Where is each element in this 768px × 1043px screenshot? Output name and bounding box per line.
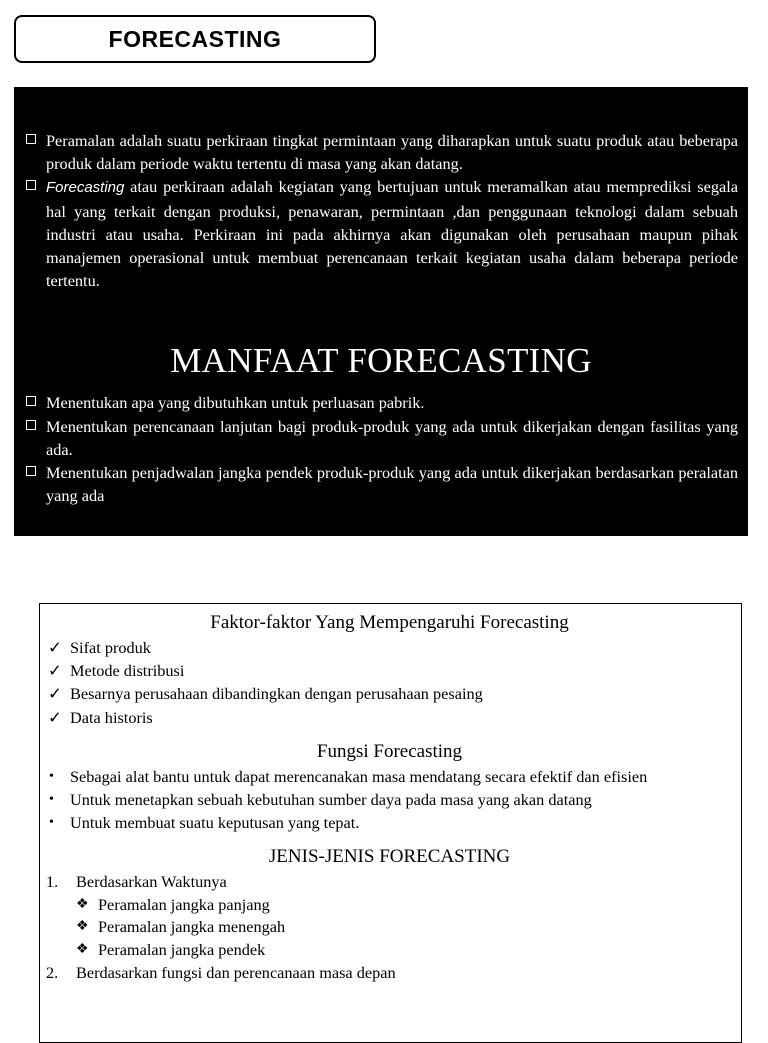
black-panel xyxy=(14,87,748,536)
fungsi-list xyxy=(46,765,733,835)
faktor-item xyxy=(46,659,733,682)
fungsi-title: Fungsi Forecasting xyxy=(316,740,463,762)
manfaat-item xyxy=(24,461,738,507)
hollow-square-bullet-icon xyxy=(26,396,36,406)
hollow-square-bullet-icon xyxy=(26,420,36,430)
fungsi-item-text: Untuk menetapkan sebuah kebutuhan sumber daya pada masa yang akan datang xyxy=(70,790,592,810)
manfaat-item-text: Menentukan apa yang dibutuhkan untuk perluasan pabrik. xyxy=(46,393,425,413)
jenis-group-number: 2. xyxy=(46,963,59,983)
jenis-group xyxy=(46,961,733,984)
manfaat-list xyxy=(24,391,738,507)
intro-item-text: atau perkiraan adalah kegiatan yang bertujuan untuk meramalkan atau memprediksi segala hal yang terkait dengan produksi, penawaran, permintaan ,dan penggunaan teknologi dalam sebuah industri atau usaha. Perkiraan ini pada akhirnya akan digunakan oleh perusahaan maupun pihak manajemen operasional untuk membuat perencanaan terkait kegiatan usaha dalam beberapa periode tertentu. xyxy=(46,177,738,291)
intro-item-term: Forecasting xyxy=(46,179,125,197)
fungsi-item xyxy=(46,765,733,788)
jenis-title: JENIS-JENIS FORECASTING xyxy=(268,846,511,868)
faktor-item-text: Sifat produk xyxy=(70,638,151,657)
checkmark-icon: ✓ xyxy=(48,684,62,704)
jenis-subitem-text: Peramalan jangka menengah xyxy=(98,917,286,937)
manfaat-item-text: Menentukan perencanaan lanjutan bagi produk-produk yang ada untuk dikerjakan dengan fasilitas yang ada. xyxy=(46,416,738,459)
intro-item xyxy=(24,175,738,292)
fungsi-item xyxy=(46,788,733,811)
faktor-item-text: Metode distribusi xyxy=(70,661,185,681)
manfaat-title: MANFAAT FORECASTING xyxy=(170,341,592,381)
faktor-item xyxy=(46,636,733,659)
jenis-subitem xyxy=(76,916,733,939)
manfaat-item xyxy=(24,415,738,461)
hollow-square-bullet-icon xyxy=(26,466,36,476)
intro-item-text: Peramalan adalah suatu perkiraan tingkat permintaan yang diharapkan untuk suatu produk atau beberapa produk dalam periode waktu tertentu di masa yang akan datang. xyxy=(46,131,738,174)
hollow-square-bullet-icon xyxy=(26,180,36,190)
manfaat-item xyxy=(24,391,738,414)
jenis-group-label: Berdasarkan fungsi dan perencanaan masa depan xyxy=(76,963,396,983)
jenis-group-number: 1. xyxy=(46,872,59,892)
fungsi-item xyxy=(46,811,733,834)
fungsi-item-text: Untuk membuat suatu keputusan yang tepat. xyxy=(70,813,360,833)
intro-item xyxy=(24,129,738,175)
jenis-list xyxy=(46,870,733,984)
four-diamond-bullet-icon: ❖ xyxy=(76,941,89,957)
jenis-group xyxy=(46,870,733,961)
content-box xyxy=(39,603,742,1043)
jenis-sublist xyxy=(76,894,733,962)
title-box xyxy=(14,15,376,63)
jenis-subitem xyxy=(76,894,733,917)
jenis-subitem xyxy=(76,939,733,962)
faktor-item-text: Besarnya perusahaan dibandingkan dengan perusahaan pesaing xyxy=(70,684,483,704)
page-title: FORECASTING xyxy=(108,25,282,52)
spacer xyxy=(46,834,733,844)
four-diamond-bullet-icon: ❖ xyxy=(76,919,89,935)
faktor-item xyxy=(46,706,733,729)
round-bullet-icon: • xyxy=(49,792,54,808)
four-diamond-bullet-icon: ❖ xyxy=(76,896,89,912)
faktor-item-text: Data historis xyxy=(70,707,153,727)
faktor-item xyxy=(46,682,733,705)
faktor-title: Faktor-faktor Yang Mempengaruhi Forecasting xyxy=(210,612,569,633)
hollow-square-bullet-icon xyxy=(26,134,36,144)
spacer xyxy=(46,729,733,739)
checkmark-icon: ✓ xyxy=(48,661,62,681)
faktor-list xyxy=(46,636,733,729)
round-bullet-icon: • xyxy=(49,768,54,784)
jenis-subitem-text: Peramalan jangka pendek xyxy=(98,939,266,959)
jenis-group-label: Berdasarkan Waktunya xyxy=(76,872,227,892)
checkmark-icon: ✓ xyxy=(48,707,62,727)
intro-list xyxy=(24,129,738,292)
manfaat-item-text: Menentukan penjadwalan jangka pendek produk-produk yang ada untuk dikerjakan berdasarkan peralatan yang ada xyxy=(46,463,738,506)
checkmark-icon: ✓ xyxy=(48,638,62,657)
round-bullet-icon: • xyxy=(49,815,54,831)
jenis-subitem-text: Peramalan jangka panjang xyxy=(98,894,270,914)
fungsi-item-text: Sebagai alat bantu untuk dapat merencanakan masa mendatang secara efektif dan efisien xyxy=(70,766,648,786)
